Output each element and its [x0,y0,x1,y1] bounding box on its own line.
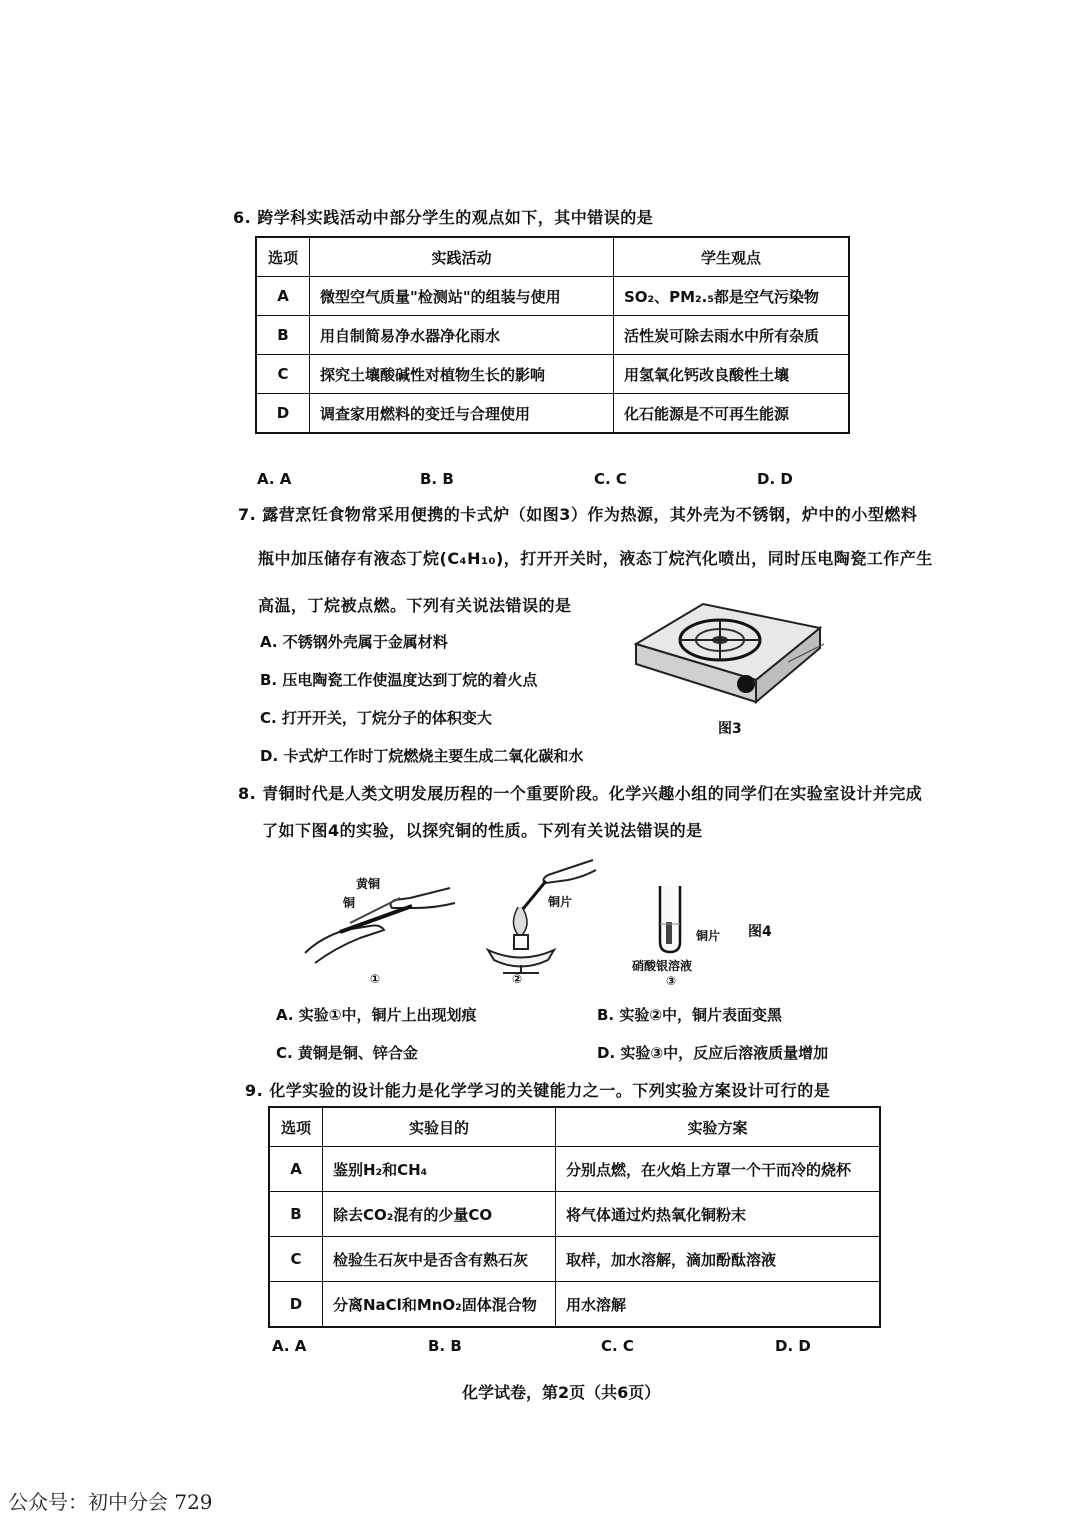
table-cell: 鉴别H₂和CH₄ [323,1147,556,1192]
table-row [269,1192,880,1237]
fig4-label-solution: 硝酸银溶液 [632,959,693,973]
fig4-label-copper: 铜 [343,896,356,910]
table-cell: A [256,277,310,316]
fig4-label-copper-sheet-2: 铜片 [548,895,573,909]
q9-table [268,1106,881,1328]
q9-option-c: C. C [601,1337,634,1355]
table-cell: D [269,1282,323,1328]
q7-line3: 高温，丁烷被点燃。下列有关说法错误的是 [258,596,572,615]
table-cell: C [269,1237,323,1282]
page-footer: 化学试卷，第2页（共6页） [462,1383,661,1402]
table-row [269,1282,880,1328]
experiment-2-figure [478,855,598,975]
q7-option-b: B. 压电陶瓷工作使温度达到丁烷的着火点 [260,671,538,689]
q7-line2: 瓶中加压储存有液态丁烷(C₄H₁₀)，打开开关时，液态丁烷汽化喷出，同时压电陶瓷工作产生 [258,549,933,568]
q7-option-c: C. 打开开关，丁烷分子的体积变大 [260,709,492,727]
experiment-3-figure [652,884,692,954]
q8-option-d: D. 实验③中，反应后溶液质量增加 [597,1044,829,1062]
table-cell: 分离NaCl和MnO₂固体混合物 [323,1282,556,1328]
table-cell: 除去CO₂混有的少量CO [323,1192,556,1237]
header-cell: 实验方案 [556,1107,881,1147]
table-cell: 用自制简易净水器净化雨水 [310,316,614,355]
figure3-caption: 图3 [718,721,742,737]
fig4-label-brass: 黄铜 [356,877,381,891]
table-header-row [269,1107,880,1147]
table-cell: A [269,1147,323,1192]
table-row [256,355,849,394]
q6-option-b: B. B [420,470,454,488]
table-row [269,1237,880,1282]
table-cell: D [256,394,310,434]
q7-option-a: A. 不锈钢外壳属于金属材料 [260,633,448,651]
header-cell: 选项 [269,1107,323,1147]
table-cell: 探究土壤酸碱性对植物生长的影响 [310,355,614,394]
header-cell: 选项 [256,237,310,277]
header-cell: 实践活动 [310,237,614,277]
fig4-label-n1: ① [370,972,381,986]
watermark-text: 公众号：初中分会 729 [8,1490,213,1514]
q8-line2: 了如下图4的实验，以探究铜的性质。下列有关说法错误的是 [262,821,703,840]
q6-stem: 6. 跨学科实践活动中部分学生的观点如下，其中错误的是 [233,208,654,227]
table-cell: 活性炭可除去雨水中所有杂质 [614,316,850,355]
table-row [256,394,849,434]
q9-option-b: B. B [428,1337,462,1355]
q7-option-d: D. 卡式炉工作时丁烷燃烧主要生成二氧化碳和水 [260,747,584,765]
q6-option-d: D. D [757,470,793,488]
header-cell: 实验目的 [323,1107,556,1147]
table-cell: 用氢氧化钙改良酸性土壤 [614,355,850,394]
table-cell: B [256,316,310,355]
stove-figure [628,592,838,710]
table-cell: 调查家用燃料的变迁与合理使用 [310,394,614,434]
q8-option-a: A. 实验①中，铜片上出现划痕 [276,1006,477,1024]
table-header-row [256,237,849,277]
q6-option-c: C. C [594,470,627,488]
header-cell: 学生观点 [614,237,850,277]
q6-table [255,236,850,434]
table-cell: 微型空气质量"检测站"的组装与使用 [310,277,614,316]
table-row [269,1147,880,1192]
q6-option-a: A. A [257,470,292,488]
q9-option-a: A. A [272,1337,307,1355]
table-cell: 将气体通过灼热氧化铜粉末 [556,1192,881,1237]
fig4-label-n2: ② [512,972,523,986]
table-cell: 检验生石灰中是否含有熟石灰 [323,1237,556,1282]
fig4-label-copper-sheet-3: 铜片 [696,929,721,943]
q9-option-d: D. D [775,1337,811,1355]
table-cell: 取样，加水溶解，滴加酚酞溶液 [556,1237,881,1282]
figure4-caption: 图4 [748,924,772,940]
table-cell: B [269,1192,323,1237]
q8-line1: 8. 青铜时代是人类文明发展历程的一个重要阶段。化学兴趣小组的同学们在实验室设计并完成 [238,784,923,803]
q8-option-c: C. 黄铜是铜、锌合金 [276,1044,418,1062]
fig4-label-n3: ③ [666,974,677,988]
table-cell: C [256,355,310,394]
q8-option-b: B. 实验②中，铜片表面变黑 [597,1006,783,1024]
table-row [256,316,849,355]
q7-line1: 7. 露营烹饪食物常采用便携的卡式炉（如图3）作为热源，其外壳为不锈钢，炉中的小型燃料 [238,505,918,524]
table-row [256,277,849,316]
table-cell: SO₂、PM₂.₅都是空气污染物 [614,277,850,316]
table-cell: 分别点燃，在火焰上方罩一个干而冷的烧杯 [556,1147,881,1192]
table-cell: 化石能源是不可再生能源 [614,394,850,434]
table-cell: 用水溶解 [556,1282,881,1328]
q9-stem: 9. 化学实验的设计能力是化学学习的关键能力之一。下列实验方案设计可行的是 [245,1081,831,1100]
